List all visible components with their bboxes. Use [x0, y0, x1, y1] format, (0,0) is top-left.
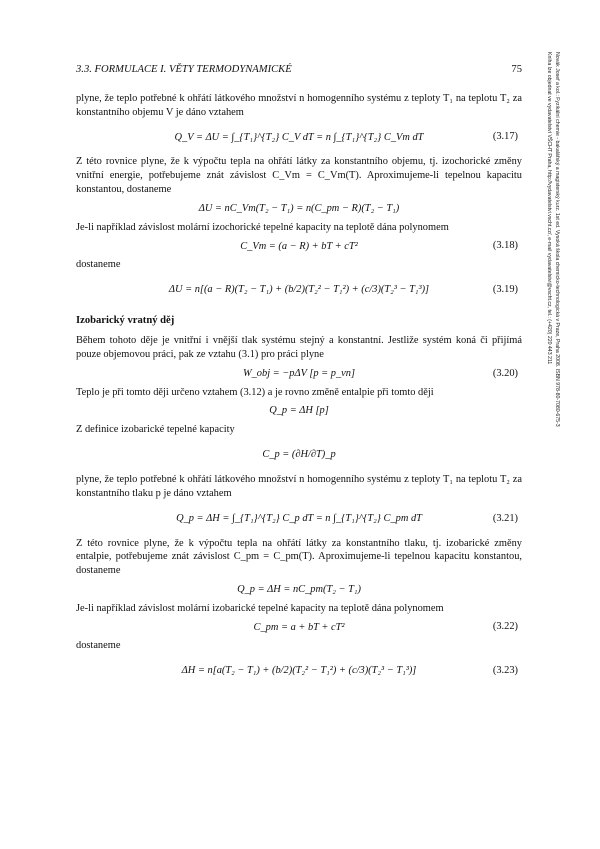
side-note-line-1: Novák Josef a kol.: Fyzikální chemie - bakalářský a magisterský kurz. 1st ed. Vysoká škola chemicko-technologická v Praze, Praha 2008. ISBN 978-80-7080-675-3	[554, 52, 560, 427]
equation-text: C_Vm = (a − R) + bT + cT²	[240, 240, 358, 252]
equation-text: Q_p = ΔH = nC_pm(T₂ − T₁)	[237, 583, 361, 595]
side-note-line-2: Kniha lze objednat ve vydavatelství VŠCHT Praha, http://vydavatelstvi.vscht.cz/, e-mail vydavatelstvi@vscht.cz, tel.: (+420) 220 443 211	[546, 52, 553, 365]
equation-number: (3.18)	[492, 240, 518, 252]
equation-text: W_obj = −pΔV [p = p_vn]	[242, 367, 356, 379]
equation-text: C_p = (∂H/∂T)_p	[262, 449, 336, 461]
equation-text: ΔU = nC_Vm(T₂ − T₁) = n(C_pm − R)(T₂ − T₁)	[198, 202, 400, 214]
paragraph: plyne, že teplo potřebné k ohřátí látkového množství n homogenního systému z teploty T₁ na teplotu T₂ za konstantního tlaku p je dáno vztahem	[76, 474, 522, 499]
equation-3-19	[76, 276, 522, 304]
paragraph: Během tohoto děje je vnitřní i vnější tlak systému stejný a konstantní. Jestliže systém koná či přijímá pouze objemovou práci, pak ze vztahu (3.1) pro práci plyne	[76, 335, 522, 360]
equation-3-20	[76, 366, 522, 382]
page-body	[76, 92, 522, 689]
paragraph: Z této rovnice plyne, že k výpočtu tepla na ohřátí látky za konstantního objemu, tj. izochorické změny vnitřní energie, potřebujeme znát závislost C_Vm = C_Vm(T). Aproximujeme-li tepelnou kapacitu konstantou, dostaneme	[76, 156, 522, 195]
equation-number: (3.23)	[492, 665, 518, 677]
equation-3-18	[76, 238, 522, 254]
paragraph: plyne, že teplo potřebné k ohřátí látkového množství n homogenního systému z teploty T₁ na teplotu T₂ za konstantního objemu V je dáno vztahem	[76, 93, 522, 118]
paragraph: Z definice izobarické tepelné kapacity	[76, 424, 235, 436]
equation-text: ΔH = n[a(T₂ − T₁) + (b/2)(T₂² − T₁²) + (c/3)(T₂³ − T₁³)]	[181, 665, 417, 677]
equation-3-22	[76, 619, 522, 635]
page-number: 75	[511, 64, 522, 75]
equation-number: (3.22)	[492, 621, 518, 633]
paragraph: Je-li například závislost molární izobarické tepelné kapacity na teplotě dána polynomem	[76, 602, 444, 614]
equation-number: (3.21)	[492, 512, 518, 524]
equation-number: (3.17)	[492, 131, 518, 143]
paragraph: Je-li například závislost molární izochorické tepelné kapacity na teplotě dána polynomem	[76, 221, 449, 233]
equation-number: (3.20)	[492, 367, 518, 379]
equation-3-17	[76, 123, 522, 151]
paragraph: Z této rovnice plyne, že k výpočtu tepla na ohřátí látky za konstantního tlaku, tj. izobarické změny entalpie, potřebujeme znát závislost C_pm = C_pm(T). Aproximujeme-li tepelnou kapacitu konstantou, dostaneme	[76, 537, 522, 576]
paragraph: dostaneme	[76, 640, 121, 652]
equation-text: Q_V = ΔU = ∫_{T₁}^{T₂} C_V dT = n ∫_{T₁}^{T₂} C_Vm dT	[174, 131, 424, 143]
equation-3-23	[76, 657, 522, 685]
paragraph: dostaneme	[76, 259, 121, 271]
equation-number: (3.19)	[492, 284, 518, 296]
side-citation-note	[545, 52, 560, 792]
equation-text: ΔU = n[(a − R)(T₂ − T₁) + (b/2)(T₂² − T₁²) + (c/3)(T₂³ − T₁³)]	[168, 284, 430, 296]
section-heading: Izobarický vratný děj	[76, 315, 175, 327]
equation-3-21	[76, 505, 522, 533]
equation-unnumbered	[76, 582, 522, 598]
equation-unnumbered	[76, 403, 522, 419]
paragraph: Teplo je při tomto ději určeno vztahem (3.12) a je rovno změně entalpie při tomto ději	[76, 386, 434, 398]
equation-unnumbered	[76, 441, 522, 469]
running-head	[76, 63, 522, 77]
equation-text: Q_p = ΔH [p]	[269, 405, 329, 417]
equation-text: Q_p = ΔH = ∫_{T₁}^{T₂} C_p dT = n ∫_{T₁}^{T₂} C_pm dT	[176, 512, 422, 524]
equation-unnumbered	[76, 201, 522, 217]
equation-text: C_pm = a + bT + cT²	[253, 621, 345, 633]
running-head-title: 3.3. FORMULACE I. VĚTY TERMODYNAMICKÉ	[76, 64, 292, 75]
